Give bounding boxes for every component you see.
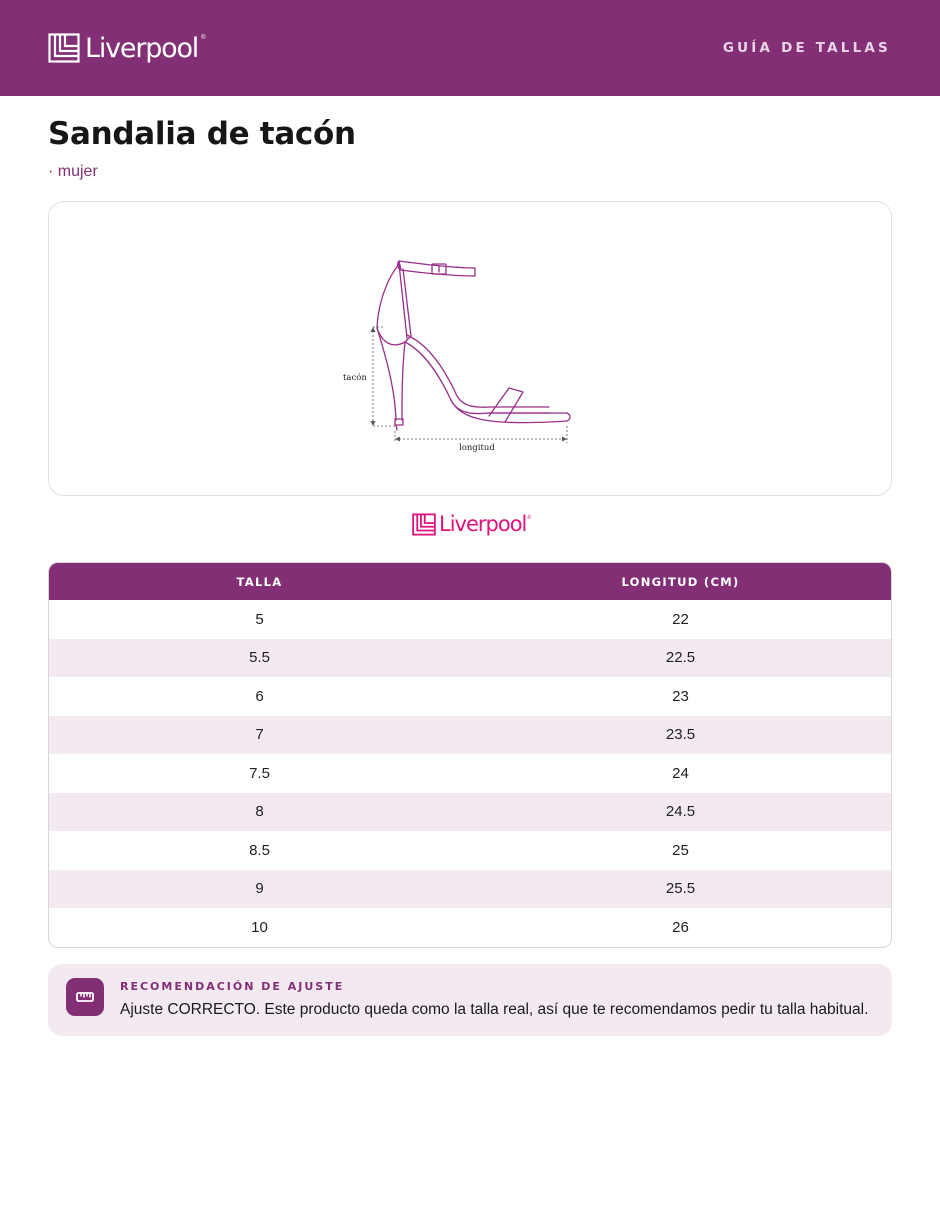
heel-height-label: tacón [343,373,367,383]
table-row [49,870,891,909]
table-row [49,908,891,947]
liverpool-mark-icon [48,33,80,63]
logo-text: Liverpool [85,32,199,64]
length-label: longitud [459,443,495,453]
length-cell: 25 [672,841,689,859]
liverpool-logo[interactable] [48,33,206,63]
table-row [49,754,891,793]
ruler-icon [66,978,104,1016]
size-cell: 7 [49,716,470,755]
table-row [49,639,891,678]
size-cell: 10 [251,918,268,936]
length-cell: 22.5 [470,639,891,678]
top-header [0,0,940,96]
length-cell: 23.5 [470,716,891,755]
recommendation-label: RECOMENDACIÓN DE AJUSTE [120,980,345,993]
table-row [49,793,891,832]
size-cell: 5.5 [49,639,470,678]
size-cell: 6 [255,687,264,705]
recommendation-text: Ajuste CORRECTO. Este producto queda como la talla real, así que te recomendamos pedir tu talla habitual. [120,1001,869,1018]
column-header-length: LONGITUD (CM) [470,563,891,600]
size-table [48,562,892,948]
table-row [49,716,891,755]
product-category: · mujer [48,163,98,180]
page-title: Sandalia de tacón [48,116,356,152]
brand-logo-registered-mark: ® [527,515,532,521]
length-cell: 24 [672,764,689,782]
table-row [49,677,891,716]
column-header-size: TALLA [49,563,470,600]
length-cell: 26 [672,918,689,936]
liverpool-brand-logo [412,513,531,536]
size-cell: 8 [49,793,470,832]
logo-registered-mark: ® [201,35,206,41]
table-header-row [49,563,891,600]
size-cell: 9 [49,870,470,909]
liverpool-mark-icon [412,513,436,536]
size-cell: 5 [255,610,264,628]
size-guide-link[interactable]: GUÍA DE TALLAS [722,40,891,56]
length-cell: 22 [672,610,689,628]
size-cell: 8.5 [249,841,270,859]
table-row [49,600,891,639]
length-cell: 25.5 [470,870,891,909]
size-cell: 7.5 [249,764,270,782]
brand-logo-text: Liverpool [439,512,527,536]
length-cell: 24.5 [470,793,891,832]
length-cell: 23 [672,687,689,705]
sandal-measurement-diagram [339,220,599,475]
measurement-diagram-card [48,201,892,496]
table-row [49,831,891,870]
fit-recommendation-card [48,964,892,1036]
